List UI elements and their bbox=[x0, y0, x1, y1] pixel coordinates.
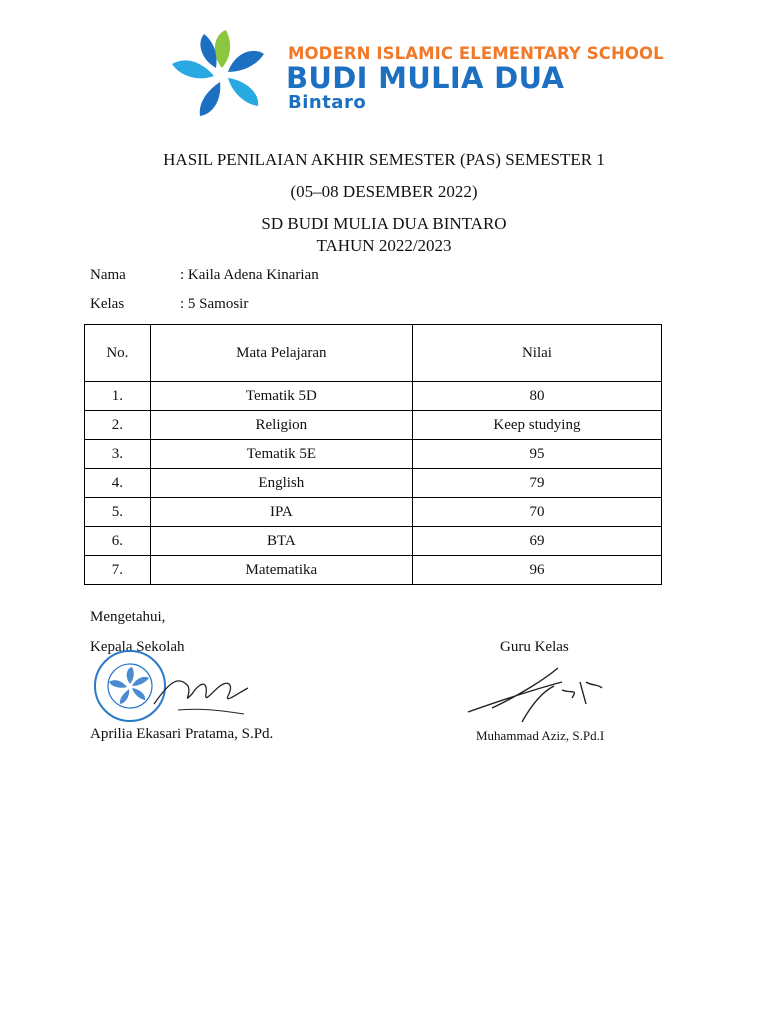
row-no: 5. bbox=[85, 498, 151, 527]
school-logo bbox=[164, 28, 664, 120]
academic-year: TAHUN 2022/2023 bbox=[316, 236, 452, 255]
name-value: : Kaila Adena Kinarian bbox=[180, 267, 319, 283]
principal-signature bbox=[148, 664, 258, 724]
row-score: Keep studying bbox=[412, 411, 661, 440]
class-value: : 5 Samosir bbox=[180, 296, 249, 312]
table-row bbox=[85, 556, 662, 585]
logo-school-name: BUDI MULIA DUA bbox=[286, 61, 565, 95]
principal-title: Kepala Sekolah bbox=[90, 639, 185, 655]
table-row bbox=[85, 411, 662, 440]
row-subject: BTA bbox=[150, 527, 412, 556]
logo-subtitle: MODERN ISLAMIC ELEMENTARY SCHOOL bbox=[288, 44, 664, 63]
row-subject: Religion bbox=[150, 411, 412, 440]
row-subject: IPA bbox=[150, 498, 412, 527]
row-score: 70 bbox=[412, 498, 661, 527]
header-score: Nilai bbox=[412, 325, 661, 382]
row-score: 69 bbox=[412, 527, 661, 556]
report-title: HASIL PENILAIAN AKHIR SEMESTER (PAS) SEMESTER 1 bbox=[163, 150, 605, 169]
row-subject: Tematik 5E bbox=[150, 440, 412, 469]
header-subject: Mata Pelajaran bbox=[150, 325, 412, 382]
logo-location: Bintaro bbox=[288, 92, 367, 113]
table-row bbox=[85, 527, 662, 556]
table-row bbox=[85, 469, 662, 498]
acknowledged-label: Mengetahui, bbox=[90, 609, 166, 625]
report-dates: (05–08 DESEMBER 2022) bbox=[290, 182, 478, 201]
table-row bbox=[85, 498, 662, 527]
row-score: 79 bbox=[412, 469, 661, 498]
row-subject: Matematika bbox=[150, 556, 412, 585]
row-no: 2. bbox=[85, 411, 151, 440]
row-no: 6. bbox=[85, 527, 151, 556]
row-subject: English bbox=[150, 469, 412, 498]
flower-logo-icon bbox=[164, 28, 282, 120]
teacher-title: Guru Kelas bbox=[500, 639, 569, 655]
class-label: Kelas bbox=[90, 296, 125, 312]
name-label: Nama bbox=[90, 267, 126, 283]
row-subject: Tematik 5D bbox=[150, 382, 412, 411]
row-no: 1. bbox=[85, 382, 151, 411]
principal-name: Aprilia Ekasari Pratama, S.Pd. bbox=[90, 726, 274, 742]
teacher-signature bbox=[462, 664, 612, 728]
table-row bbox=[85, 440, 662, 469]
row-no: 4. bbox=[85, 469, 151, 498]
school-name: SD BUDI MULIA DUA BINTARO bbox=[261, 214, 507, 233]
row-no: 7. bbox=[85, 556, 151, 585]
grades-table bbox=[84, 324, 662, 585]
teacher-name: Muhammad Aziz, S.Pd.I bbox=[476, 728, 605, 743]
table-row bbox=[85, 382, 662, 411]
row-score: 80 bbox=[412, 382, 661, 411]
row-score: 96 bbox=[412, 556, 661, 585]
row-no: 3. bbox=[85, 440, 151, 469]
table-header-row bbox=[85, 325, 662, 382]
header-no: No. bbox=[85, 325, 151, 382]
row-score: 95 bbox=[412, 440, 661, 469]
